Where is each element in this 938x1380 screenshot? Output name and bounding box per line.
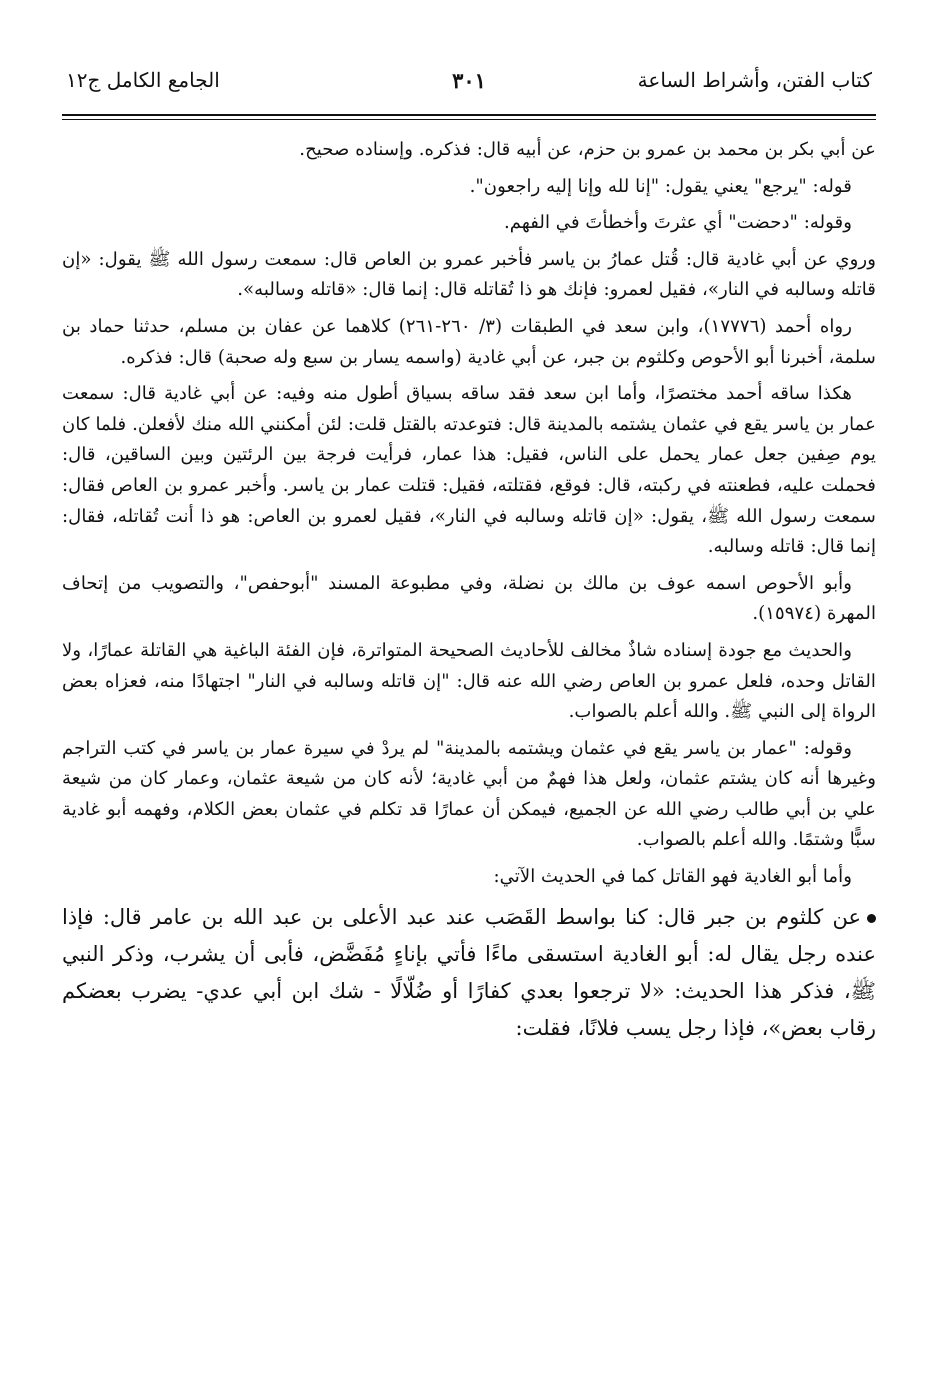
hadith-text: عن كلثوم بن جبر قال: كنا بواسط القَصَب عند عبد الأعلى بن عبد الله بن عامر قال: فإذا عنده رجل يقال له: أبو الغادية استسقى ماءًا فأتي بإناءٍ مُفَضَّض، فأبى أن يشرب، وذكر النبي ﷺ، فذكر هذا الحديث: «لا ترجعوا بعدي كفارًا أو ضُلّالًا - شك ابن أبي عدي- يضرب بعضكم رقاب بعض»، فإذا رجل يسب فلانًا، فقلت:	[62, 904, 876, 1040]
paragraph: وقوله: "دحضت" أي عثرتَ وأخطأتَ في الفهم.	[503, 212, 852, 234]
paragraph: هكذا ساقه أحمد مختصرًا، وأما ابن سعد فقد ساقه بسياق أطول منه وفيه: عن أبي غادية قال: سمعت عمار بن ياسر يقع في عثمان يشتمه بالمدينة قال: فتوعدته بالقتل قلت: لئن أمكنني الله منك لأفعلن. فلما كان يوم صِفين جعل عمار يحمل على الناس، فقيل: هذا عمار، فرأيت فرجة بين الرئتين وبين الساقين، قال: فحملت عليه، فطعنته في ركبته، قال: فوقع، فقتلته، فقيل: قتلت عمار بن ياسر. وأخبر عمرو بن العاص فقال: سمعت رسول الله ﷺ، يقول: «إن قاتله وسالبه في النار»، فقيل لعمرو بن العاص: هو ذا أنت تُقاتله، فقال: إنما قال: قاتله وسالبه.	[62, 383, 876, 558]
paragraph: عن أبي بكر بن محمد بن عمرو بن حزم، عن أبيه قال: فذكره. وإسناده صحيح.	[299, 139, 876, 160]
page-body	[62, 135, 876, 1053]
page-header	[58, 62, 880, 102]
paragraph: قوله: "يرجع" يعني يقول: "إنا لله وإنا إليه راجعون".	[469, 175, 852, 197]
chapter-title: كتاب الفتن، وأشراط الساعة	[637, 68, 872, 92]
paragraph: وقوله: "عمار بن ياسر يقع في عثمان ويشتمه بالمدينة" لم يردْ في سيرة عمار بن ياسر في كتب التراجم وغيرها أنه كان يشتم عثمان، ولعل هذا فهمٌ من أبي غادية؛ لأنه كان من شيعة عثمان، وعمار كان من شيعة علي بن أبي طالب رضي الله عن الجميع، فيمكن أن عمارًا قد تكلم في عثمان بعض الكلام، وفهمه أبو غادية سبًّا وشتمًا. والله أعلم بالصواب.	[62, 737, 876, 851]
paragraph: رواه أحمد (١٧٧٧٦)، وابن سعد في الطبقات (٣/ ٢٦٠-٢٦١) كلاهما عن عفان بن مسلم، حدثنا حماد بن سلمة، أخبرنا أبو الأحوص وكلثوم بن جبر، عن أبي غادية (واسمه يسار بن سبع وله صحبة) قال: فذكره.	[62, 315, 876, 368]
paragraph: وأبو الأحوص اسمه عوف بن مالك بن نضلة، وفي مطبوعة المسند "أبوحفص"، والتصويب من إتحاف المهرة (١٥٩٧٤).	[62, 572, 876, 625]
paragraph: والحديث مع جودة إسناده شاذٌ مخالف للأحاديث الصحيحة المتواترة، فإن الفئة الباغية هي القاتلة عمارًا، ولا القاتل وحده، فلعل عمرو بن العاص رضي الله عنه قال: "إن قاتله وسالبه في النار" اجتهادًا منه، فعزاه بعض الرواة إلى النبي ﷺ. والله أعلم بالصواب.	[62, 639, 876, 723]
paragraph: وروي عن أبي غادية قال: قُتل عمارُ بن ياسر فأخبر عمرو بن العاص قال: سمعت رسول الله ﷺ يقول: «إن قاتله وسالبه في النار»، فقيل لعمرو: فإنك هو ذا تُقاتله قال: إنما قال: «قاتله وسالبه».	[62, 248, 876, 301]
bullet-icon	[867, 914, 876, 923]
page-number: ٣٠١	[452, 68, 486, 93]
hadith-paragraph	[62, 899, 876, 1047]
paragraph: وأما أبو الغادية فهو القاتل كما في الحديث الآتي:	[493, 866, 852, 888]
header-rule	[62, 114, 876, 116]
book-title: الجامع الكامل ج١٢	[66, 68, 220, 92]
header-rule-thin	[62, 119, 876, 120]
